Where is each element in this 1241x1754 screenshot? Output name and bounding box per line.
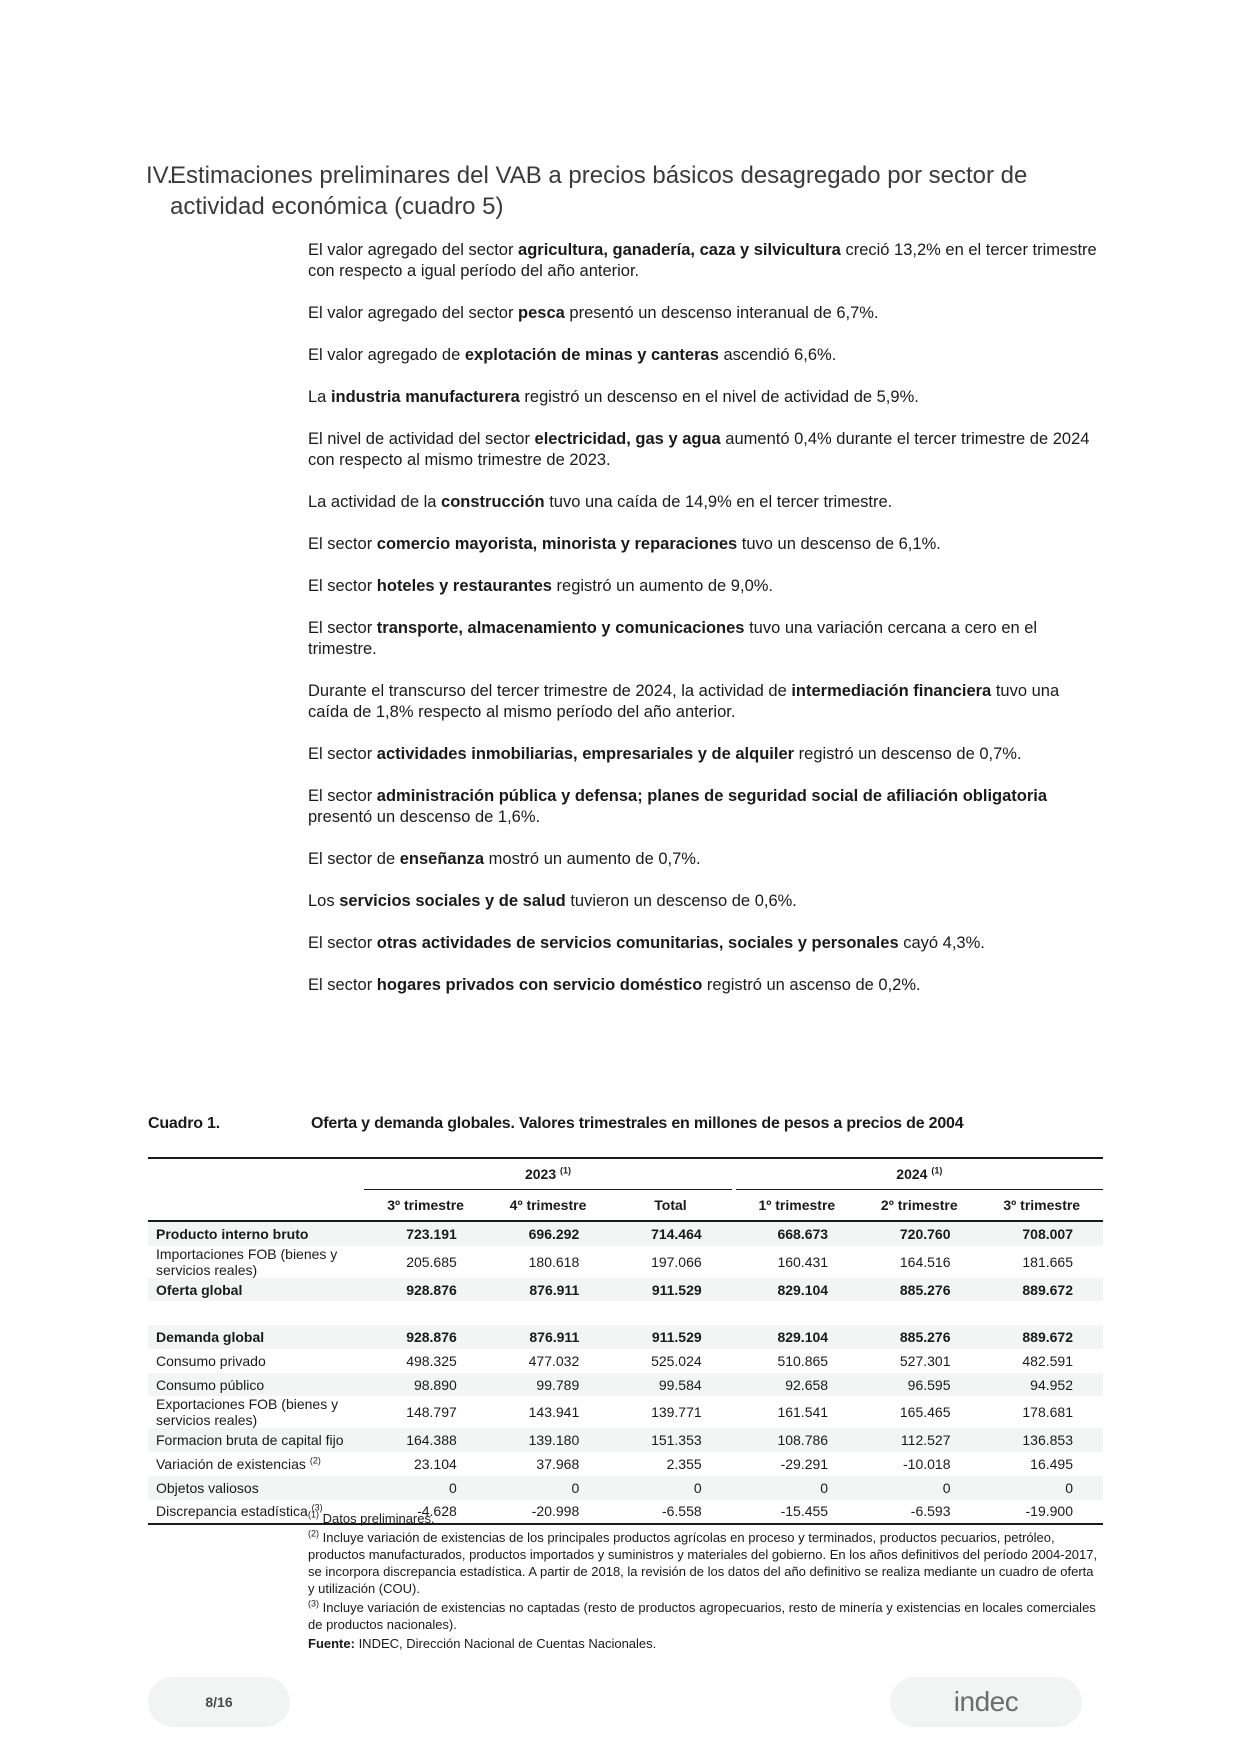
cell-value: 16.495 bbox=[1030, 1455, 1073, 1472]
sector-name: comercio mayorista, minorista y reparaciones bbox=[376, 535, 738, 553]
paragraph: El sector hogares privados con servicio doméstico registró un ascenso de 0,2%. bbox=[308, 976, 921, 994]
cell-value: 889.672 bbox=[981, 1278, 1104, 1302]
cell-value: 928.876 bbox=[364, 1325, 486, 1349]
row-label: Variación de existencias $^{(2)}$ bbox=[156, 1455, 321, 1472]
cell-value: -19.900 bbox=[981, 1500, 1104, 1525]
supply-demand-table bbox=[148, 1157, 1103, 1525]
cell-value: 911.529 bbox=[609, 1278, 731, 1302]
cell-value: 96.595 bbox=[858, 1373, 980, 1397]
cell-value: 0 bbox=[487, 1476, 609, 1500]
sector-name: transporte, almacenamiento y comunicaciones bbox=[376, 619, 745, 637]
paragraph: El nivel de actividad del sector electricidad, gas y agua aumentó 0,4% durante el tercer trimestre de 2024 con respecto al mismo trimestre de 2023. bbox=[308, 430, 1090, 469]
cell-value: 165.465 bbox=[899, 1404, 951, 1421]
cell-value: 525.024 bbox=[651, 1352, 702, 1369]
cell-value: 136.853 bbox=[981, 1428, 1104, 1452]
sector-name: electricidad, gas y agua bbox=[534, 430, 721, 448]
cell-value: 510.865 bbox=[777, 1352, 829, 1369]
cell-value: 928.876 bbox=[364, 1278, 486, 1302]
table-row bbox=[148, 1221, 1103, 1246]
cell-value: 23.104 bbox=[413, 1455, 457, 1472]
sector-name: hogares privados con servicio doméstico bbox=[376, 976, 703, 994]
row-label: Formacion bruta de capital fijo bbox=[148, 1428, 364, 1452]
footnote: $^{(2)}$ Incluye variación de existencias de los principales productos agrícolas en proceso y terminados, productos pecuarios, petróleo, productos manufacturados, productos importados y suministros y materiales del gobierno. En los años definitivos del período 2004-2017, se incorpora discrepancia estadística. A partir de 2018, la revisión de los datos del año definitivo se realiza mediante un cuadro de oferta y utilización (COU). bbox=[308, 1528, 1098, 1596]
sector-name: pesca bbox=[518, 304, 565, 322]
footnote: $^{(1)}$ Datos preliminares. bbox=[308, 1509, 435, 1526]
table-row bbox=[148, 1278, 1103, 1302]
sector-name: explotación de minas y canteras bbox=[464, 346, 719, 364]
cell-value: 829.104 bbox=[736, 1278, 858, 1302]
table-row bbox=[148, 1452, 1103, 1476]
cell-value: 148.797 bbox=[406, 1404, 457, 1421]
table-caption-title: Oferta y demanda globales. Valores trimestrales en millones de pesos a precios de 2004 bbox=[311, 1115, 964, 1132]
cell-value: 205.685 bbox=[406, 1253, 457, 1270]
cell-value: 2.355 bbox=[666, 1455, 702, 1472]
cell-value: 668.673 bbox=[736, 1221, 858, 1246]
sector-name: construcción bbox=[441, 493, 545, 511]
cell-value: 714.464 bbox=[609, 1221, 731, 1246]
cell-value: 178.681 bbox=[1022, 1404, 1073, 1421]
year-header-2024: 2024 $^{(1)}$ bbox=[736, 1158, 1103, 1190]
cell-value: 720.760 bbox=[858, 1221, 980, 1246]
paragraph: Los servicios sociales y de salud tuvieron un descenso de 0,6%. bbox=[308, 892, 797, 910]
row-label: Discrepancia estadística $^{(3)}$ bbox=[148, 1500, 364, 1525]
paragraph: El sector de enseñanza mostró un aumento de 0,7%. bbox=[308, 850, 701, 868]
sector-name: otras actividades de servicios comunitarias, sociales y personales bbox=[376, 934, 899, 952]
table-row bbox=[148, 1349, 1103, 1373]
table-row bbox=[148, 1246, 1103, 1278]
section-number: IV. bbox=[146, 162, 174, 190]
cell-value: 889.672 bbox=[981, 1325, 1104, 1349]
cell-value: 0 bbox=[981, 1476, 1104, 1500]
cell-value: 164.388 bbox=[364, 1428, 486, 1452]
column-header: 2º trimestre bbox=[858, 1190, 980, 1222]
cell-value: -4.628 bbox=[364, 1500, 486, 1525]
column-header: 3º trimestre bbox=[364, 1190, 486, 1222]
cell-value: 527.301 bbox=[899, 1352, 951, 1369]
cell-value: 139.771 bbox=[651, 1404, 702, 1421]
cell-value: 164.516 bbox=[899, 1253, 951, 1270]
cell-value: 112.527 bbox=[858, 1428, 980, 1452]
cell-value: 108.786 bbox=[736, 1428, 858, 1452]
section-title bbox=[146, 160, 1106, 222]
table-row bbox=[148, 1396, 1103, 1428]
cell-value: -15.455 bbox=[736, 1500, 858, 1525]
cell-value: 708.007 bbox=[981, 1221, 1104, 1246]
cell-value: 0 bbox=[364, 1476, 486, 1500]
cell-value: 37.968 bbox=[536, 1455, 580, 1472]
year-header-2023: 2023 $^{(1)}$ bbox=[364, 1158, 731, 1190]
paragraph: El sector administración pública y defensa; planes de seguridad social de afiliación obligatoria presentó un descenso de 1,6%. bbox=[308, 787, 1048, 826]
cell-value: 829.104 bbox=[736, 1325, 858, 1349]
row-label: Objetos valiosos bbox=[148, 1476, 364, 1500]
sector-name: servicios sociales y de salud bbox=[339, 892, 566, 910]
column-header: 3º trimestre bbox=[981, 1190, 1104, 1222]
cell-value: 482.591 bbox=[1022, 1352, 1073, 1369]
paragraph: El sector otras actividades de servicios comunitarias, sociales y personales cayó 4,3%. bbox=[308, 934, 985, 952]
cell-value: 498.325 bbox=[406, 1352, 457, 1369]
cell-value: 876.911 bbox=[487, 1278, 609, 1302]
cell-value: 143.941 bbox=[528, 1404, 580, 1421]
footnote: $^{(3)}$ Incluye variación de existencias no captadas (resto de productos agropecuarios, resto de minería y existencias en locales comerciales de productos nacionales). bbox=[308, 1598, 1096, 1632]
cell-value: 160.431 bbox=[777, 1253, 829, 1270]
cell-value: 98.890 bbox=[364, 1373, 486, 1397]
paragraph: La actividad de la construcción tuvo una caída de 14,9% en el tercer trimestre. bbox=[308, 493, 893, 511]
cell-value: 161.541 bbox=[777, 1404, 829, 1421]
table-row bbox=[148, 1428, 1103, 1452]
paragraph: El valor agregado del sector pesca presentó un descenso interanual de 6,7%. bbox=[308, 304, 879, 322]
cell-value: 0 bbox=[736, 1476, 858, 1500]
paragraph: El sector transporte, almacenamiento y comunicaciones tuvo una variación cercana a cero en el trimestre. bbox=[308, 619, 1038, 658]
cell-value: 0 bbox=[858, 1476, 980, 1500]
indec-logo: indec bbox=[890, 1677, 1082, 1727]
row-label: Oferta global bbox=[148, 1278, 364, 1302]
sector-name: enseñanza bbox=[399, 850, 485, 868]
paragraph: El valor agregado del sector agricultura, ganadería, caza y silvicultura creció 13,2% en el tercer trimestre con respecto a igual período del año anterior. bbox=[308, 241, 1097, 280]
cell-value: -20.998 bbox=[487, 1500, 609, 1525]
header-empty bbox=[148, 1158, 364, 1190]
cell-value: 911.529 bbox=[609, 1325, 731, 1349]
cell-value: 139.180 bbox=[487, 1428, 609, 1452]
cell-value: 696.292 bbox=[487, 1221, 609, 1246]
paragraph: El sector hoteles y restaurantes registró un aumento de 9,0%. bbox=[308, 577, 774, 595]
table-row bbox=[148, 1373, 1103, 1397]
table-year-header-row bbox=[148, 1158, 1103, 1190]
cell-value: -10.018 bbox=[903, 1455, 951, 1472]
table-row bbox=[148, 1476, 1103, 1500]
section-title-line2: actividad económica (cuadro 5) bbox=[170, 193, 504, 221]
paragraph: La industria manufacturera registró un descenso en el nivel de actividad de 5,9%. bbox=[308, 388, 919, 406]
cell-value: -6.593 bbox=[858, 1500, 980, 1525]
row-label: Consumo privado bbox=[156, 1352, 266, 1369]
paragraph: El valor agregado de explotación de minas y canteras ascendió 6,6%. bbox=[308, 346, 837, 364]
cell-value: 723.191 bbox=[364, 1221, 486, 1246]
cell-value: 99.789 bbox=[487, 1373, 609, 1397]
cell-value: 0 bbox=[609, 1476, 731, 1500]
cell-value: -6.558 bbox=[609, 1500, 731, 1525]
cell-value: 151.353 bbox=[609, 1428, 731, 1452]
cell-value: 477.032 bbox=[528, 1352, 580, 1369]
cell-value: 197.066 bbox=[651, 1253, 702, 1270]
cell-value: 885.276 bbox=[858, 1278, 980, 1302]
sector-name: actividades inmobiliarias, empresariales y de alquiler bbox=[376, 745, 795, 763]
column-header: 1º trimestre bbox=[736, 1190, 858, 1222]
cell-value: 180.618 bbox=[528, 1253, 580, 1270]
cell-value: 94.952 bbox=[981, 1373, 1104, 1397]
row-label: Consumo público bbox=[148, 1373, 364, 1397]
row-label: Demanda global bbox=[148, 1325, 364, 1349]
paragraph: El sector actividades inmobiliarias, empresariales y de alquiler registró un descenso de 0,7%. bbox=[308, 745, 1022, 763]
row-label: Importaciones FOB (bienes y servicios reales) bbox=[156, 1245, 338, 1278]
cell-value: 885.276 bbox=[858, 1325, 980, 1349]
section-title-line1: Estimaciones preliminares del VAB a precios básicos desagregado por sector de bbox=[170, 162, 1028, 190]
paragraph: El sector comercio mayorista, minorista y reparaciones tuvo un descenso de 6,1%. bbox=[308, 535, 941, 553]
sector-name: agricultura, ganadería, caza y silvicultura bbox=[518, 241, 841, 259]
cell-value: -29.291 bbox=[780, 1455, 829, 1472]
table-column-header-row bbox=[148, 1190, 1103, 1222]
body-text bbox=[308, 240, 1103, 1017]
paragraph: Durante el transcurso del tercer trimestre de 2024, la actividad de intermediación financiera tuvo una caída de 1,8% respecto al mismo período del año anterior. bbox=[308, 682, 1060, 721]
sector-name: intermediación financiera bbox=[791, 682, 992, 700]
page-number: 8/16 bbox=[148, 1677, 290, 1727]
column-header: 4º trimestre bbox=[487, 1190, 609, 1222]
column-header: Total bbox=[609, 1190, 731, 1222]
sector-name: hoteles y restaurantes bbox=[376, 577, 552, 595]
cell-value: 92.658 bbox=[736, 1373, 858, 1397]
source-note: Fuente: INDEC, Dirección Nacional de Cuentas Nacionales. bbox=[308, 1636, 657, 1651]
table-notes bbox=[308, 1510, 1103, 1654]
row-label: Exportaciones FOB (bienes y servicios reales) bbox=[156, 1396, 339, 1429]
cell-value: 99.584 bbox=[609, 1373, 731, 1397]
sector-name: industria manufacturera bbox=[330, 388, 520, 406]
table-caption-number: Cuadro 1. bbox=[148, 1115, 220, 1132]
sector-name: administración pública y defensa; planes de seguridad social de afiliación obligatoria bbox=[376, 787, 1048, 805]
row-label: Producto interno bruto bbox=[148, 1221, 364, 1246]
cell-value: 876.911 bbox=[487, 1325, 609, 1349]
table-row bbox=[148, 1325, 1103, 1349]
cell-value: 181.665 bbox=[1022, 1253, 1073, 1270]
table-spacer-row bbox=[148, 1301, 1103, 1325]
table-caption bbox=[148, 1115, 1098, 1133]
